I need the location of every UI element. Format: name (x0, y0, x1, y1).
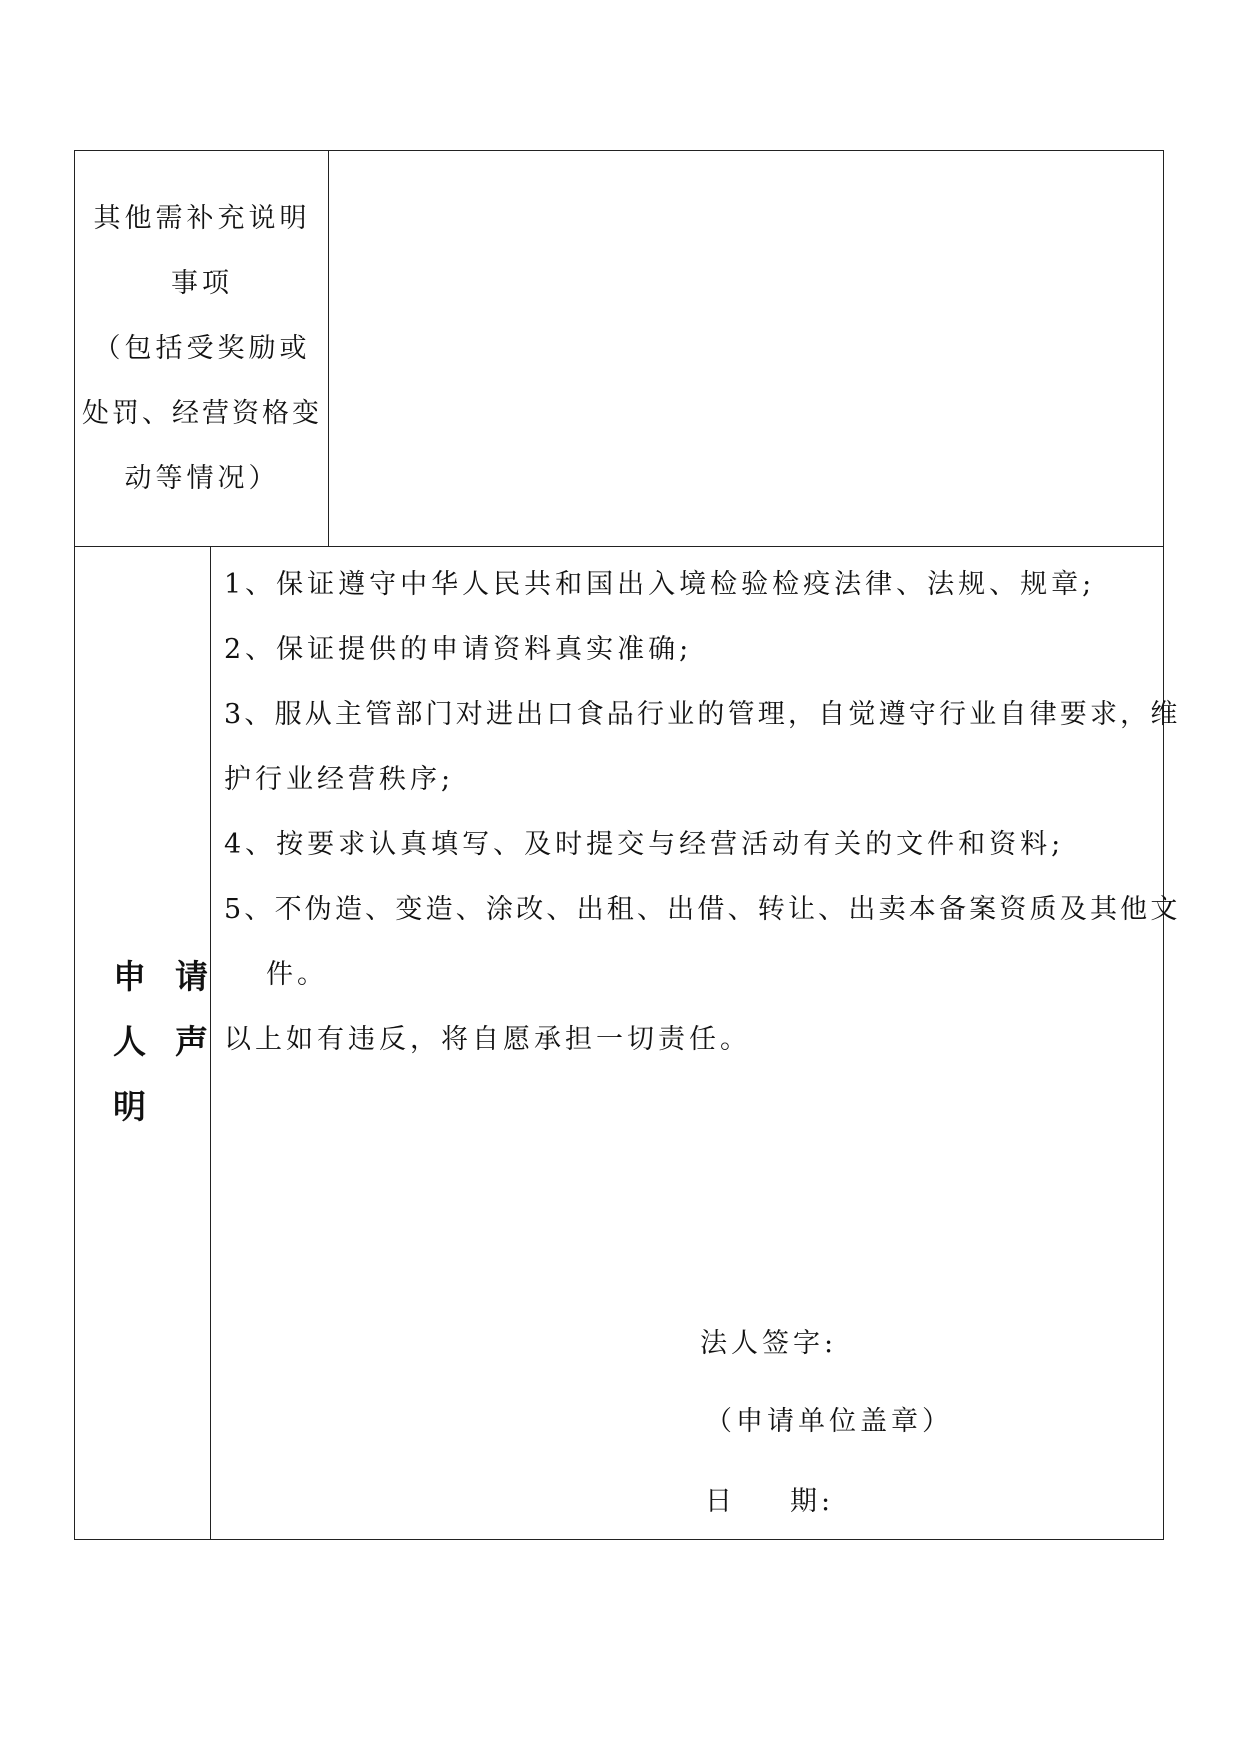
remarks-label-line: 处罚、经营资格变 (82, 398, 322, 429)
declaration-label-char: 人 (113, 1022, 146, 1061)
declaration-item: 5、不伪造、变造、涂改、出租、出借、转让、出卖本备案资质及其他文 (224, 894, 1181, 925)
declaration-label-char: 请 (175, 957, 208, 996)
signature-label: 法人签字: (700, 1328, 838, 1359)
remarks-column-divider (328, 150, 329, 546)
declaration-item: 1、保证遵守中华人民共和国出入境检验检疫法律、法规、规章; (224, 569, 1096, 600)
declaration-label-char: 申 (113, 957, 146, 996)
remarks-label-line: （包括受奖励或 (93, 333, 311, 364)
remarks-label-line: 事项 (171, 268, 233, 299)
declaration-item: 4、按要求认真填写、及时提交与经营活动有关的文件和资料; (224, 829, 1065, 860)
declaration-item: 护行业经营秩序; (224, 764, 455, 795)
declaration-item: 3、服从主管部门对进出口食品行业的管理，自觉遵守行业自律要求，维 (224, 699, 1181, 730)
closing-statement: 以上如有违反，将自愿承担一切责任。 (224, 1024, 751, 1055)
seal-label: （申请单位盖章） (705, 1406, 953, 1437)
date-label-right: 期: (790, 1486, 835, 1517)
row-divider (74, 546, 1164, 547)
declaration-item: 2、保证提供的申请资料真实准确; (224, 634, 693, 665)
declaration-label-char: 明 (113, 1087, 146, 1126)
remarks-content-field[interactable] (332, 154, 1160, 542)
declaration-column-divider (210, 546, 211, 1540)
remarks-label-line: 其他需补充说明 (93, 203, 311, 234)
date-label-left: 日 (705, 1486, 736, 1517)
remarks-label-line: 动等情况） (124, 463, 280, 494)
declaration-label-char: 声 (175, 1022, 208, 1061)
declaration-item: 件。 (266, 959, 328, 990)
